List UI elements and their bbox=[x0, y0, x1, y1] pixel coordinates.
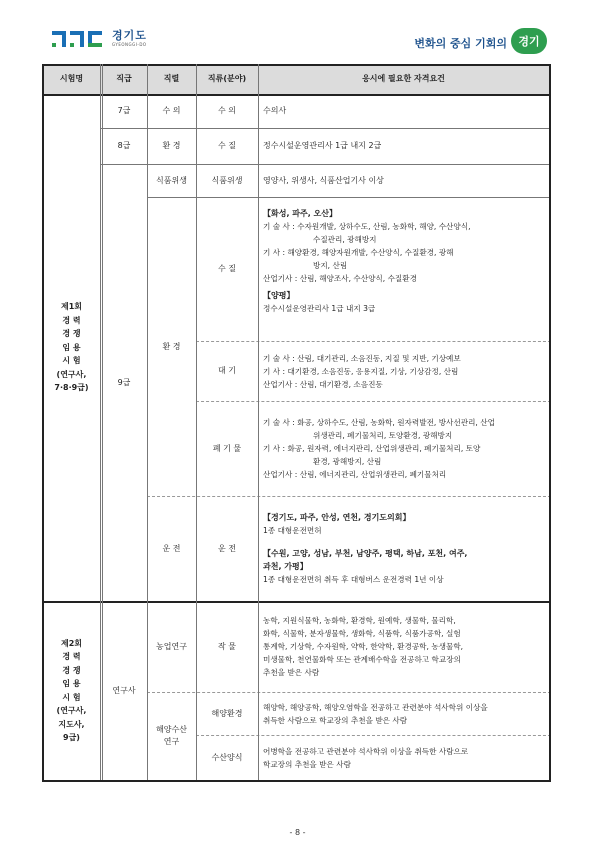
field-cell: 수 질 bbox=[218, 264, 236, 273]
session2-name-line: 경 쟁 bbox=[62, 665, 81, 675]
session2-name-line: 시 험 bbox=[62, 692, 81, 702]
qual-line: 위생관리, 폐기물처리, 토양환경, 광해방지 bbox=[313, 431, 453, 440]
series-cell: 식품위생 bbox=[156, 175, 187, 185]
qualification-cell bbox=[258, 401, 549, 496]
qualification-table bbox=[42, 64, 551, 822]
field-cell: 식품위생 bbox=[211, 175, 243, 185]
region-label: 과천, 가평】 bbox=[263, 562, 308, 571]
session2-name-line: 지도사, bbox=[58, 719, 85, 729]
qual-line: 정수시설운영관리사 1급 내지 3급 bbox=[263, 304, 376, 313]
qual-line: 방지, 산림 bbox=[313, 261, 348, 270]
field-cell: 수 의 bbox=[218, 106, 236, 115]
qualification-cell bbox=[258, 197, 549, 341]
qual-line: 환경, 광해방지, 산림 bbox=[313, 457, 382, 466]
field-cell: 대 기 bbox=[218, 366, 236, 375]
session2-name-line: 경 력 bbox=[62, 652, 81, 661]
column-header-exam: 시험명 bbox=[59, 74, 84, 83]
region-label: 【양평】 bbox=[263, 291, 295, 300]
series-cell: 환 경 bbox=[162, 341, 181, 351]
qualification-cell bbox=[258, 496, 549, 601]
qualification-cell bbox=[258, 735, 549, 780]
grade-cell: 9급 bbox=[117, 377, 131, 387]
slogan-text: 변화의 중심 기회의 bbox=[414, 37, 507, 50]
series-cell: 수 의 bbox=[162, 106, 181, 115]
region-label: 【화성, 파주, 오산】 bbox=[263, 209, 338, 218]
column-header-field: 직류(분야) bbox=[207, 74, 247, 83]
session2-name-line: 제2회 bbox=[60, 638, 83, 648]
gyeonggi-logo-icon bbox=[52, 31, 106, 47]
session1-name-line: (연구사, bbox=[56, 369, 87, 379]
session2-exam-name bbox=[42, 601, 101, 780]
logo-name: 경기도 bbox=[112, 29, 147, 42]
qual-line: 기 술 사 : 산림, 대기관리, 소음진동, 지질 및 지반, 기상예보 bbox=[263, 353, 461, 363]
session2-name-line: (연구사, bbox=[56, 706, 87, 715]
qual-line: 학교장의 추천을 받은 사람 bbox=[263, 759, 351, 769]
qual-line: 기 사 : 대기환경, 소음진동, 응용지질, 기상, 기상감정, 산림 bbox=[263, 366, 459, 376]
column-header-grade: 직급 bbox=[116, 74, 132, 83]
qual-line: 통계학, 기상학, 수자원학, 약학, 한약학, 환경공학, 농생물학, bbox=[263, 642, 464, 651]
page-header bbox=[0, 0, 595, 70]
qual-line: 1종 대형운전면허 취득 후 대형버스 운전경력 1년 이상 bbox=[263, 575, 444, 584]
qual-line: 기 사 : 화공, 원자력, 에너지관리, 산업위생관리, 폐기물처리, 토양 bbox=[263, 444, 481, 453]
series-cell: 운 전 bbox=[162, 543, 181, 553]
session1-name-line: 제1회 bbox=[60, 302, 83, 312]
qual-line: 화학, 식물학, 분자생물학, 생화학, 식품학, 식품가공학, 실험 bbox=[263, 629, 461, 638]
field-cell: 수산양식 bbox=[211, 752, 243, 762]
qual-line: 기 술 사 : 수자원개발, 상하수도, 산림, 농화학, 해양, 수산양식, bbox=[263, 222, 471, 231]
qual-line: 수질관리, 광해방지 bbox=[313, 235, 377, 244]
qualification-cell: 정수시설운영관리사 1급 내지 2급 bbox=[263, 141, 382, 150]
region-label: 【경기도, 파주, 안성, 연천, 경기도의회】 bbox=[263, 513, 411, 522]
slogan-logo bbox=[414, 34, 547, 54]
page-number: - 8 - bbox=[289, 828, 306, 837]
column-header-series: 직렬 bbox=[163, 74, 180, 83]
qualification-cell: 수의사 bbox=[263, 106, 287, 115]
series-line: 연구 bbox=[163, 737, 180, 746]
region-label: 【수원, 고양, 성남, 부천, 남양주, 평택, 하남, 포천, 여주, bbox=[263, 549, 468, 558]
session1-name-line: 7·8·9급) bbox=[54, 383, 89, 393]
field-cell: 폐 기 물 bbox=[212, 443, 242, 453]
qual-line: 농학, 지원식물학, 농화학, 환경학, 원예학, 생물학, 물리학, bbox=[263, 616, 456, 625]
qual-line: 산업기사 : 산림, 대기환경, 소음진동 bbox=[263, 379, 383, 389]
grade-cell: 8급 bbox=[117, 141, 131, 150]
qual-line: 산업기사 : 산림, 해양조사, 수산양식, 수질환경 bbox=[263, 274, 417, 283]
session1-exam-name bbox=[42, 94, 101, 601]
qual-line: 1종 대형운전면허 bbox=[263, 526, 322, 535]
series-cell bbox=[147, 692, 196, 780]
qual-line: 추천을 받은 사람 bbox=[263, 668, 320, 677]
session2-name-line: 임 용 bbox=[62, 679, 81, 688]
column-header-qualification: 응시에 필요한 자격요건 bbox=[362, 74, 445, 83]
qual-line: 기 사 : 해양환경, 해양자원개발, 수산양식, 수질환경, 광해 bbox=[263, 248, 454, 257]
qual-line: 어병학을 전공하고 관련분야 석사학위 이상을 취득한 사람으로 bbox=[263, 746, 469, 756]
qualification-cell bbox=[258, 601, 549, 692]
slogan-badge: 경기 bbox=[511, 28, 547, 54]
qualification-cell bbox=[258, 692, 549, 735]
qual-line: 산업기사 : 산림, 에너지관리, 산업위생관리, 폐기물처리 bbox=[263, 470, 447, 479]
logo-subtitle: GYEONGGI-DO bbox=[112, 42, 147, 47]
qual-line: 기 술 사 : 화공, 상하수도, 산림, 농화학, 원자력발전, 방사선관리, 산업 bbox=[263, 418, 495, 427]
grade-cell: 연구사 bbox=[112, 685, 136, 695]
qual-line: 해양학, 해양공학, 해양오염학을 전공하고 관련분야 석사학위 이상을 bbox=[263, 702, 488, 712]
field-cell: 해양환경 bbox=[211, 708, 243, 718]
qual-line: 미생물학, 천연물화학 또는 관계배수학을 전공하고 학교장의 bbox=[263, 655, 461, 664]
gyeonggi-logo bbox=[52, 30, 147, 47]
qualification-cell: 영양사, 위생사, 식품산업기사 이상 bbox=[263, 175, 384, 185]
field-cell: 운 전 bbox=[218, 543, 236, 553]
session1-name-line: 경 쟁 bbox=[62, 329, 81, 339]
session1-name-line: 시 험 bbox=[62, 356, 81, 366]
session1-name-line: 경 력 bbox=[62, 315, 81, 325]
session2-name-line: 9급) bbox=[63, 733, 80, 742]
field-cell: 작 물 bbox=[218, 641, 236, 651]
field-cell: 수 질 bbox=[218, 141, 236, 150]
grade-cell: 7급 bbox=[117, 106, 131, 115]
series-cell: 농업연구 bbox=[156, 641, 187, 651]
series-cell: 환 경 bbox=[162, 141, 181, 150]
session1-name-line: 임 용 bbox=[62, 342, 81, 352]
series-line: 해양수산 bbox=[156, 725, 187, 734]
qual-line: 취득한 사람으로 학교장의 추천을 받은 사람 bbox=[263, 715, 408, 725]
qualification-cell bbox=[258, 341, 549, 401]
